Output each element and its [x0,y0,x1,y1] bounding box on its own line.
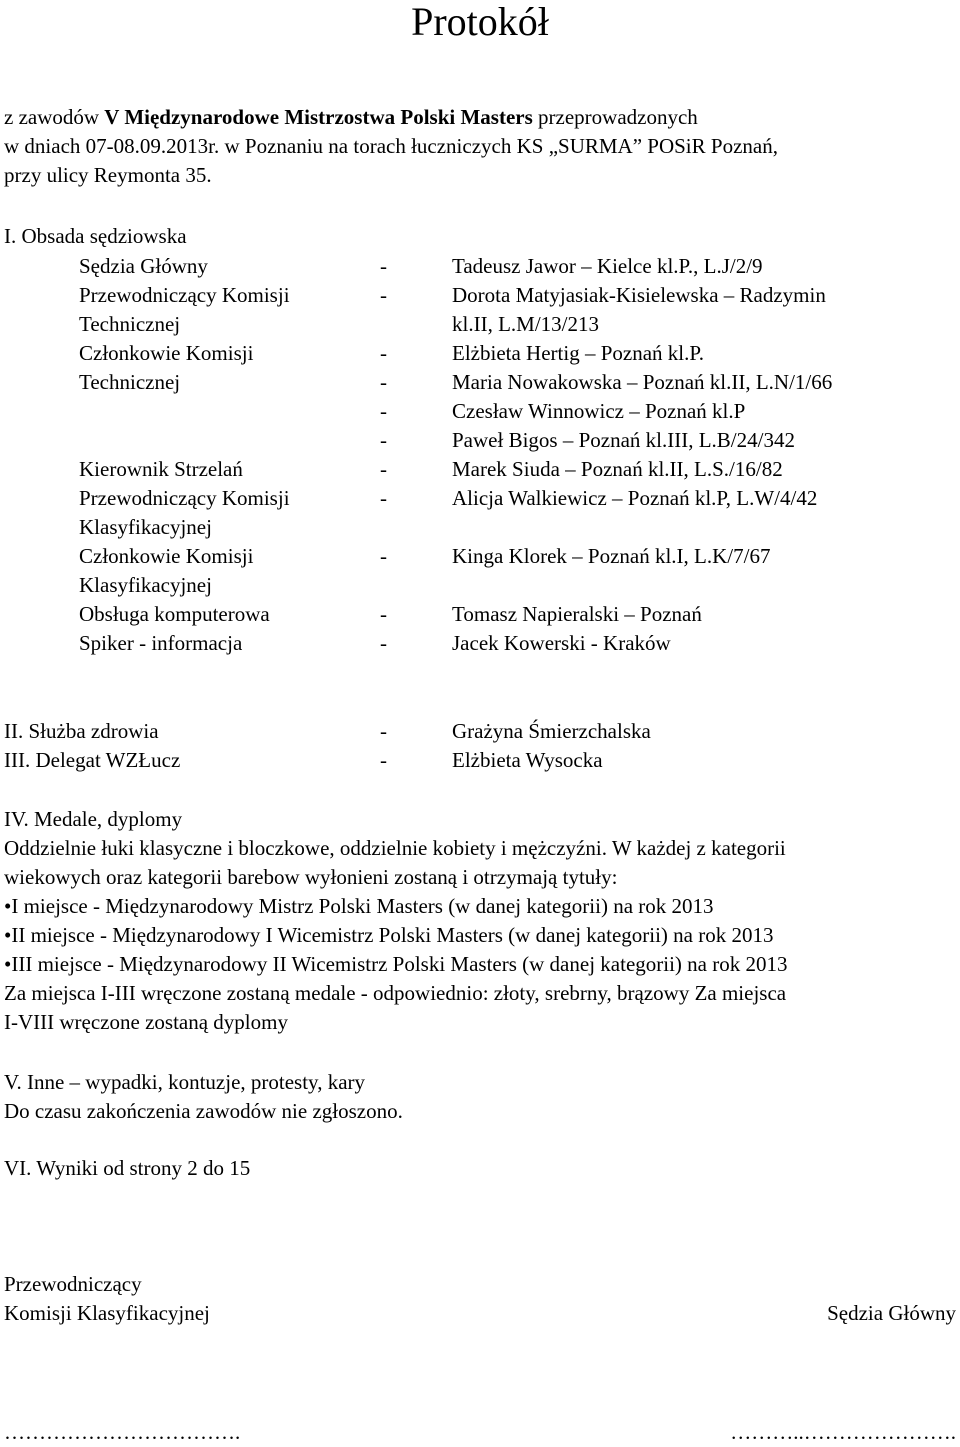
referee-role: Klasyfikacyjnej [79,515,212,539]
section-6-heading: VI. Wyniki od strony 2 do 15 [4,1156,251,1180]
signature-left-title: Przewodniczący [4,1272,142,1296]
section-2-dash: - [380,719,387,743]
referee-name: kl.II, L.M/13/213 [452,312,599,336]
referee-role: Przewodniczący Komisji [79,486,290,510]
section-4-line: wiekowych oraz kategorii barebow wyłonieni zostaną i otrzymają tytuły: [4,865,618,889]
intro-line-2: w dniach 07-08.09.2013r. w Poznaniu na torach łuczniczych KS „SURMA” POSiR Poznań, [4,134,778,158]
referee-name: Tomasz Napieralski – Poznań [452,602,702,626]
section-2-label: II. Służba zdrowia [4,719,159,743]
section-3-dash: - [380,748,387,772]
referee-role: Sędzia Główny [79,254,208,278]
referee-dash: - [380,602,387,626]
section-2-value: Grażyna Śmierzchalska [452,719,651,743]
signature-right-title: Sędzia Główny [827,1301,956,1325]
referee-dash: - [380,370,387,394]
referee-name: Maria Nowakowska – Poznań kl.II, L.N/1/66 [452,370,833,394]
referee-dash: - [380,283,387,307]
intro-prefix: z zawodów [4,105,100,129]
intro-line-1 [4,103,698,132]
referee-name: Kinga Klorek – Poznań kl.I, L.K/7/67 [452,544,771,568]
section-4-bullet: •II miejsce - Międzynarodowy I Wicemistrz Polski Masters (w danej kategorii) na rok 2013 [4,923,774,947]
referee-role: Klasyfikacyjnej [79,573,212,597]
referee-dash: - [380,399,387,423]
page-title: Protokół [411,0,549,44]
intro-line-3: przy ulicy Reymonta 35. [4,163,212,187]
section-5-text: Do czasu zakończenia zawodów nie zgłoszono. [4,1099,403,1123]
referee-role: Technicznej [79,370,181,394]
referee-role: Członkowie Komisji [79,341,254,365]
referee-name: Elżbieta Hertig – Poznań kl.P. [452,341,704,365]
referee-name: Tadeusz Jawor – Kielce kl.P., L.J/2/9 [452,254,763,278]
referee-name: Dorota Matyjasiak-Kisielewska – Radzymin [452,283,826,307]
referee-name: Paweł Bigos – Poznań kl.III, L.B/24/342 [452,428,795,452]
referee-dash: - [380,254,387,278]
section-4-line: Oddzielnie łuki klasyczne i bloczkowe, oddzielnie kobiety i mężczyźni. W każdej z kategorii [4,836,786,860]
referee-dash: - [380,486,387,510]
referee-dash: - [380,544,387,568]
intro-suffix: przeprowadzonych [538,105,698,129]
referee-name: Marek Siuda – Poznań kl.II, L.S./16/82 [452,457,783,481]
referee-dash: - [380,457,387,481]
referee-role: Obsługa komputerowa [79,602,270,626]
referee-role: Spiker - informacja [79,631,243,655]
signature-right-dots: ………..…………………. [730,1420,956,1444]
section-5-heading: V. Inne – wypadki, kontuzje, protesty, kary [4,1070,366,1094]
event-name: V Międzynarodowe Mistrzostwa Polski Masters [104,105,533,129]
referee-dash: - [380,428,387,452]
referee-role: Technicznej [79,312,181,336]
section-4-heading: IV. Medale, dyplomy [4,807,183,831]
section-4-line: I-VIII wręczone zostaną dyplomy [4,1010,288,1034]
referee-name: Czesław Winnowicz – Poznań kl.P [452,399,746,423]
section-4-line: Za miejsca I-III wręczone zostaną medale - odpowiednio: złoty, srebrny, brązowy Za miejsca [4,981,787,1005]
referee-role: Kierownik Strzelań [79,457,243,481]
referee-dash: - [380,631,387,655]
referee-name: Jacek Kowerski - Kraków [452,631,671,655]
referee-dash: - [380,341,387,365]
section-4-bullet: •III miejsce - Międzynarodowy II Wicemistrz Polski Masters (w danej kategorii) na rok 2013 [4,952,788,976]
referee-role: Przewodniczący Komisji [79,283,290,307]
referee-name: Alicja Walkiewicz – Poznań kl.P, L.W/4/42 [452,486,818,510]
section-3-value: Elżbieta Wysocka [452,748,603,772]
section-3-label: III. Delegat WZŁucz [4,748,181,772]
referee-role: Członkowie Komisji [79,544,254,568]
section-4-bullet: •I miejsce - Międzynarodowy Mistrz Polski Masters (w danej kategorii) na rok 2013 [4,894,714,918]
signature-left-dots: ……………………………. [4,1420,241,1444]
signature-left-subtitle: Komisji Klasyfikacyjnej [4,1301,210,1325]
section-1-heading: I. Obsada sędziowska [4,224,187,248]
